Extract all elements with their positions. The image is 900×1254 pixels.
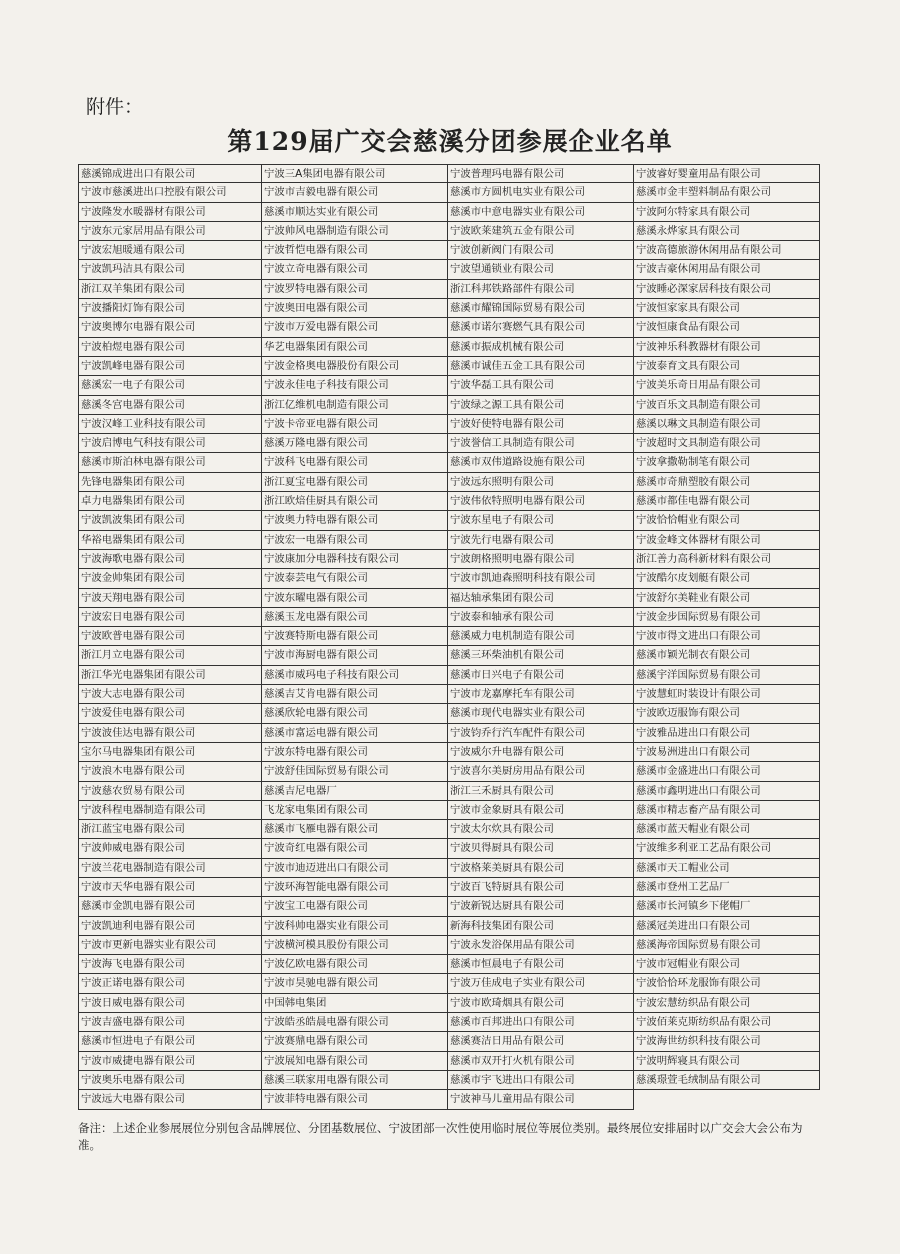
company-cell: 宁波恒康食品有限公司 (634, 318, 820, 337)
company-cell: 宁波舒尔美鞋业有限公司 (634, 589, 820, 608)
company-cell: 宁波百乐文具制造有限公司 (634, 396, 820, 415)
company-cell: 宁波恰恰帽业有限公司 (634, 511, 820, 530)
company-cell: 宁波汉峰工业科技有限公司 (78, 415, 262, 434)
company-cell: 宁波市吉毅电器有限公司 (262, 183, 448, 202)
company-cell: 慈溪永烨家具有限公司 (634, 222, 820, 241)
company-cell: 宁波泰和轴承有限公司 (448, 608, 634, 627)
company-cell: 慈溪市振成机械有限公司 (448, 338, 634, 357)
company-cell: 浙江双羊集团有限公司 (78, 280, 262, 299)
company-cell: 慈溪市恒晨电子有限公司 (448, 955, 634, 974)
company-column-1 (78, 164, 262, 1110)
company-cell: 慈溪市金盛进出口有限公司 (634, 762, 820, 781)
company-cell: 宁波雅品进出口有限公司 (634, 724, 820, 743)
company-cell: 浙江月立电器有限公司 (78, 646, 262, 665)
company-cell: 慈溪市金丰塑料制品有限公司 (634, 183, 820, 202)
company-cell: 宁波爱佳电器有限公司 (78, 704, 262, 723)
company-cell: 慈溪以琳文具制造有限公司 (634, 415, 820, 434)
company-cell: 宁波浪木电器有限公司 (78, 762, 262, 781)
company-cell: 宁波科程电器制造有限公司 (78, 801, 262, 820)
company-cell: 新海科技集团有限公司 (448, 917, 634, 936)
company-cell: 宁波宝工电器有限公司 (262, 897, 448, 916)
company-cell: 慈溪市恒进电子有限公司 (78, 1032, 262, 1051)
company-cell: 宁波吉豪休闲用品有限公司 (634, 260, 820, 279)
company-cell: 宁波东特电器有限公司 (262, 743, 448, 762)
company-cell: 慈溪三联家用电器有限公司 (262, 1071, 448, 1090)
company-cell: 宁波奥乐电器有限公司 (78, 1071, 262, 1090)
company-cell: 宁波高德旅游休闲用品有限公司 (634, 241, 820, 260)
company-cell: 慈溪万隆电器有限公司 (262, 434, 448, 453)
company-cell: 华艺电器集团有限公司 (262, 338, 448, 357)
company-cell: 宁波慧虹时装设计有限公司 (634, 685, 820, 704)
company-cell: 宁波易洲进出口有限公司 (634, 743, 820, 762)
company-cell: 宁波帅威电器有限公司 (78, 839, 262, 858)
company-cell: 宁波舒佳国际贸易有限公司 (262, 762, 448, 781)
company-cell: 宁波拿撒勒制笔有限公司 (634, 453, 820, 472)
company-cell: 宁波永佳电子科技有限公司 (262, 376, 448, 395)
company-cell: 宁波柏煜电器有限公司 (78, 338, 262, 357)
company-cell: 宁波宏日电器有限公司 (78, 608, 262, 627)
company-cell: 宁波美乐奇日用品有限公司 (634, 376, 820, 395)
company-cell: 宁波恒家家具有限公司 (634, 299, 820, 318)
company-cell: 宁波金步国际贸易有限公司 (634, 608, 820, 627)
company-cell: 宁波誉信工具制造有限公司 (448, 434, 634, 453)
company-cell: 慈溪市双伟道路设施有限公司 (448, 453, 634, 472)
company-cell: 宁波展知电器有限公司 (262, 1052, 448, 1071)
company-cell: 宁波市威捷电器有限公司 (78, 1052, 262, 1071)
company-cell: 宁波市冠帽业有限公司 (634, 955, 820, 974)
company-cell: 浙江亿维机电制造有限公司 (262, 396, 448, 415)
company-cell: 宁波市更新电器实业有限公司 (78, 936, 262, 955)
company-cell: 宁波万佳成电子实业有限公司 (448, 974, 634, 993)
company-cell: 慈溪玉龙电器有限公司 (262, 608, 448, 627)
company-cell: 宁波创新阀门有限公司 (448, 241, 634, 260)
company-cell: 宁波欧迈服饰有限公司 (634, 704, 820, 723)
company-cell: 宁波佰莱克斯纺织品有限公司 (634, 1013, 820, 1032)
company-cell: 卓力电器集团有限公司 (78, 492, 262, 511)
company-cell: 宁波菲特电器有限公司 (262, 1090, 448, 1109)
company-cell: 宁波永发浴保用品有限公司 (448, 936, 634, 955)
company-cell: 慈溪市诺尔赛燃气具有限公司 (448, 318, 634, 337)
company-cell: 宁波东元家居用品有限公司 (78, 222, 262, 241)
company-cell: 宁波凯玛洁具有限公司 (78, 260, 262, 279)
company-cell: 宁波百飞特厨具有限公司 (448, 878, 634, 897)
company-cell: 宁波超时文具制造有限公司 (634, 434, 820, 453)
company-cell: 宁波凯迪利电器有限公司 (78, 917, 262, 936)
company-cell: 宁波帅风电器制造有限公司 (262, 222, 448, 241)
company-cell: 浙江华光电器集团有限公司 (78, 666, 262, 685)
company-cell: 浙江夏宝电器有限公司 (262, 473, 448, 492)
company-cell: 宁波宏旭暖通有限公司 (78, 241, 262, 260)
company-cell: 宁波神乐科教器材有限公司 (634, 338, 820, 357)
company-cell: 浙江三禾厨具有限公司 (448, 782, 634, 801)
company-cell: 慈溪市中意电器实业有限公司 (448, 203, 634, 222)
company-cell: 慈溪市双开打火机有限公司 (448, 1052, 634, 1071)
company-cell: 宁波奇红电器有限公司 (262, 839, 448, 858)
company-cell: 宁波慈农贸易有限公司 (78, 782, 262, 801)
company-cell: 宁波东星电子有限公司 (448, 511, 634, 530)
company-cell: 慈溪市精志畜产品有限公司 (634, 801, 820, 820)
company-cell: 宁波科飞电器有限公司 (262, 453, 448, 472)
company-cell: 浙江蓝宝电器有限公司 (78, 820, 262, 839)
company-cell: 慈溪市威玛电子科技有限公司 (262, 666, 448, 685)
company-cell: 浙江善力高科新材料有限公司 (634, 550, 820, 569)
company-cell: 宁波市万爱电器有限公司 (262, 318, 448, 337)
company-cell: 慈溪冠美进出口有限公司 (634, 917, 820, 936)
company-cell: 宁波宏一电器有限公司 (262, 531, 448, 550)
company-cell: 宁波喜尔美厨房用品有限公司 (448, 762, 634, 781)
company-cell: 慈溪市富运电器有限公司 (262, 724, 448, 743)
company-cell: 慈溪宇洋国际贸易有限公司 (634, 666, 820, 685)
company-cell: 慈溪市方圆机电实业有限公司 (448, 183, 634, 202)
footnote: 备注：上述企业参展展位分别包含品牌展位、分团基数展位、宁波团部一次性使用临时展位等展位类别。最终展位安排届时以广交会大会公布为准。 (78, 1121, 803, 1152)
company-cell: 宁波凯峰电器有限公司 (78, 357, 262, 376)
company-cell: 宁波伟依特照明电器有限公司 (448, 492, 634, 511)
company-cell: 慈溪市现代电器实业有限公司 (448, 704, 634, 723)
company-cell: 宁波哲恺电器有限公司 (262, 241, 448, 260)
company-cell: 宁波钧乔行汽车配件有限公司 (448, 724, 634, 743)
company-table (78, 164, 820, 1116)
company-cell: 宁波格莱美厨具有限公司 (448, 859, 634, 878)
company-cell: 宁波市迪迈进出口有限公司 (262, 859, 448, 878)
company-cell: 慈溪市日兴电子有限公司 (448, 666, 634, 685)
company-cell: 宁波海歌电器有限公司 (78, 550, 262, 569)
company-cell: 宝尔马电器集团有限公司 (78, 743, 262, 762)
company-cell: 宁波欧莱建筑五金有限公司 (448, 222, 634, 241)
company-cell: 宁波普理玛电器有限公司 (448, 164, 634, 183)
company-cell: 宁波好使特电器有限公司 (448, 415, 634, 434)
company-cell: 宁波市昊驰电器有限公司 (262, 974, 448, 993)
company-cell: 宁波市天华电器有限公司 (78, 878, 262, 897)
company-cell: 宁波泰育文具有限公司 (634, 357, 820, 376)
company-cell: 宁波横河模具股份有限公司 (262, 936, 448, 955)
company-cell: 慈溪三环柴油机有限公司 (448, 646, 634, 665)
company-cell: 宁波欧普电器有限公司 (78, 627, 262, 646)
company-cell: 福达轴承集团有限公司 (448, 589, 634, 608)
company-cell: 宁波赛鼎电器有限公司 (262, 1032, 448, 1051)
company-cell: 慈溪威力电机制造有限公司 (448, 627, 634, 646)
company-cell: 宁波金格奥电器股份有限公司 (262, 357, 448, 376)
document-title: 第129届广交会慈溪分团参展企业名单 (227, 127, 673, 156)
company-cell: 慈溪赛洁日用品有限公司 (448, 1032, 634, 1051)
company-cell: 宁波海飞电器有限公司 (78, 955, 262, 974)
company-cell: 宁波市慈溪进出口控股有限公司 (78, 183, 262, 202)
company-cell: 宁波泰芸电气有限公司 (262, 569, 448, 588)
company-cell: 慈溪市耀锦国际贸易有限公司 (448, 299, 634, 318)
company-cell: 宁波吉盛电器有限公司 (78, 1013, 262, 1032)
company-cell: 浙江科邦铁路部件有限公司 (448, 280, 634, 299)
company-cell: 宁波华磊工具有限公司 (448, 376, 634, 395)
company-cell: 宁波立奇电器有限公司 (262, 260, 448, 279)
company-cell: 慈溪海帝国际贸易有限公司 (634, 936, 820, 955)
company-cell: 宁波环海智能电器有限公司 (262, 878, 448, 897)
company-cell: 宁波威尔升电器有限公司 (448, 743, 634, 762)
company-column-4 (634, 164, 820, 1090)
company-cell: 宁波正诺电器有限公司 (78, 974, 262, 993)
company-cell: 宁波奥力特电器有限公司 (262, 511, 448, 530)
company-cell: 宁波东曜电器有限公司 (262, 589, 448, 608)
company-cell: 宁波金帅集团有限公司 (78, 569, 262, 588)
company-cell: 慈溪市宇飞进出口有限公司 (448, 1071, 634, 1090)
company-cell: 宁波市欧琦烟具有限公司 (448, 994, 634, 1013)
company-cell: 先锋电器集团有限公司 (78, 473, 262, 492)
company-cell: 宁波启博电气科技有限公司 (78, 434, 262, 453)
company-cell: 宁波太尔炊具有限公司 (448, 820, 634, 839)
company-cell: 宁波赛特斯电器有限公司 (262, 627, 448, 646)
company-cell: 宁波市凯迪森照明科技有限公司 (448, 569, 634, 588)
company-cell: 中国韩电集团 (262, 994, 448, 1013)
company-cell: 宁波先行电器有限公司 (448, 531, 634, 550)
company-cell: 宁波三A集团电器有限公司 (262, 164, 448, 183)
company-cell: 宁波亿欧电器有限公司 (262, 955, 448, 974)
company-cell: 宁波酷尔皮划艇有限公司 (634, 569, 820, 588)
company-cell: 宁波波佳达电器有限公司 (78, 724, 262, 743)
company-cell: 宁波播阳灯饰有限公司 (78, 299, 262, 318)
company-cell: 慈溪欣轮电器有限公司 (262, 704, 448, 723)
company-cell: 华裕电器集团有限公司 (78, 531, 262, 550)
company-cell: 宁波罗特电器有限公司 (262, 280, 448, 299)
company-cell: 宁波恰恰环龙服饰有限公司 (634, 974, 820, 993)
company-cell: 慈溪市颖光制衣有限公司 (634, 646, 820, 665)
company-cell: 宁波科帅电器实业有限公司 (262, 917, 448, 936)
company-cell: 宁波天翔电器有限公司 (78, 589, 262, 608)
company-cell: 宁波市得文进出口有限公司 (634, 627, 820, 646)
company-cell: 宁波望通锁业有限公司 (448, 260, 634, 279)
company-cell: 慈溪吉尼电器厂 (262, 782, 448, 801)
company-cell: 宁波贝得厨具有限公司 (448, 839, 634, 858)
company-cell: 宁波卡帝亚电器有限公司 (262, 415, 448, 434)
company-cell: 宁波宏慧纺织品有限公司 (634, 994, 820, 1013)
company-cell: 宁波兰花电器制造有限公司 (78, 859, 262, 878)
company-cell: 慈溪市金凯电器有限公司 (78, 897, 262, 916)
company-cell: 宁波维多利亚工艺品有限公司 (634, 839, 820, 858)
company-column-3 (448, 164, 634, 1110)
company-cell: 宁波远东照明有限公司 (448, 473, 634, 492)
company-cell: 浙江欧焙佳厨具有限公司 (262, 492, 448, 511)
company-cell: 宁波朗格照明电器有限公司 (448, 550, 634, 569)
company-cell: 慈溪宏一电子有限公司 (78, 376, 262, 395)
company-cell: 宁波奥博尔电器有限公司 (78, 318, 262, 337)
company-cell: 宁波隆发水暖器材有限公司 (78, 203, 262, 222)
company-column-2 (262, 164, 448, 1110)
company-cell: 慈溪冬宫电器有限公司 (78, 396, 262, 415)
company-cell: 宁波凯波集团有限公司 (78, 511, 262, 530)
company-cell: 慈溪市奇鼎塑胶有限公司 (634, 473, 820, 492)
company-cell: 宁波明辉寝具有限公司 (634, 1052, 820, 1071)
company-cell: 宁波阿尔特家具有限公司 (634, 203, 820, 222)
company-cell: 宁波大志电器有限公司 (78, 685, 262, 704)
company-cell: 宁波海世纺织科技有限公司 (634, 1032, 820, 1051)
company-cell: 慈溪市蓝天帽业有限公司 (634, 820, 820, 839)
company-cell: 慈溪市鑫明进出口有限公司 (634, 782, 820, 801)
company-cell: 宁波市龙嘉摩托车有限公司 (448, 685, 634, 704)
company-cell: 慈溪锦成进出口有限公司 (78, 164, 262, 183)
company-cell: 慈溪市飞雁电器有限公司 (262, 820, 448, 839)
company-cell: 慈溪市诚佳五金工具有限公司 (448, 357, 634, 376)
company-cell: 宁波远大电器有限公司 (78, 1090, 262, 1109)
company-cell: 飞龙家电集团有限公司 (262, 801, 448, 820)
company-cell: 宁波神马儿童用品有限公司 (448, 1090, 634, 1109)
company-cell: 慈溪吉艾肯电器有限公司 (262, 685, 448, 704)
company-cell: 慈溪市登州工艺品厂 (634, 878, 820, 897)
company-cell: 宁波康加分电器科技有限公司 (262, 550, 448, 569)
company-cell: 宁波市海厨电器有限公司 (262, 646, 448, 665)
company-cell: 宁波金峰文体器材有限公司 (634, 531, 820, 550)
company-cell: 慈溪市顺达实业有限公司 (262, 203, 448, 222)
company-cell: 慈溪市长河镇乡下佬帽厂 (634, 897, 820, 916)
company-cell: 慈溪市都佳电器有限公司 (634, 492, 820, 511)
company-cell: 宁波睿好婴童用品有限公司 (634, 164, 820, 183)
company-cell: 宁波睡必深家居科技有限公司 (634, 280, 820, 299)
company-cell: 宁波新锐达厨具有限公司 (448, 897, 634, 916)
company-cell: 宁波皓丞皓晨电器有限公司 (262, 1013, 448, 1032)
company-cell: 慈溪市百邦进出口有限公司 (448, 1013, 634, 1032)
company-cell: 慈溪市天工帽业公司 (634, 859, 820, 878)
attachment-label: 附件： (86, 96, 144, 118)
company-cell: 慈溪璟萱毛绒制品有限公司 (634, 1071, 820, 1090)
company-cell: 宁波绿之源工具有限公司 (448, 396, 634, 415)
company-cell: 宁波日威电器有限公司 (78, 994, 262, 1013)
company-cell: 宁波市金象厨具有限公司 (448, 801, 634, 820)
company-cell: 宁波奥田电器有限公司 (262, 299, 448, 318)
company-cell: 慈溪市斯泊林电器有限公司 (78, 453, 262, 472)
